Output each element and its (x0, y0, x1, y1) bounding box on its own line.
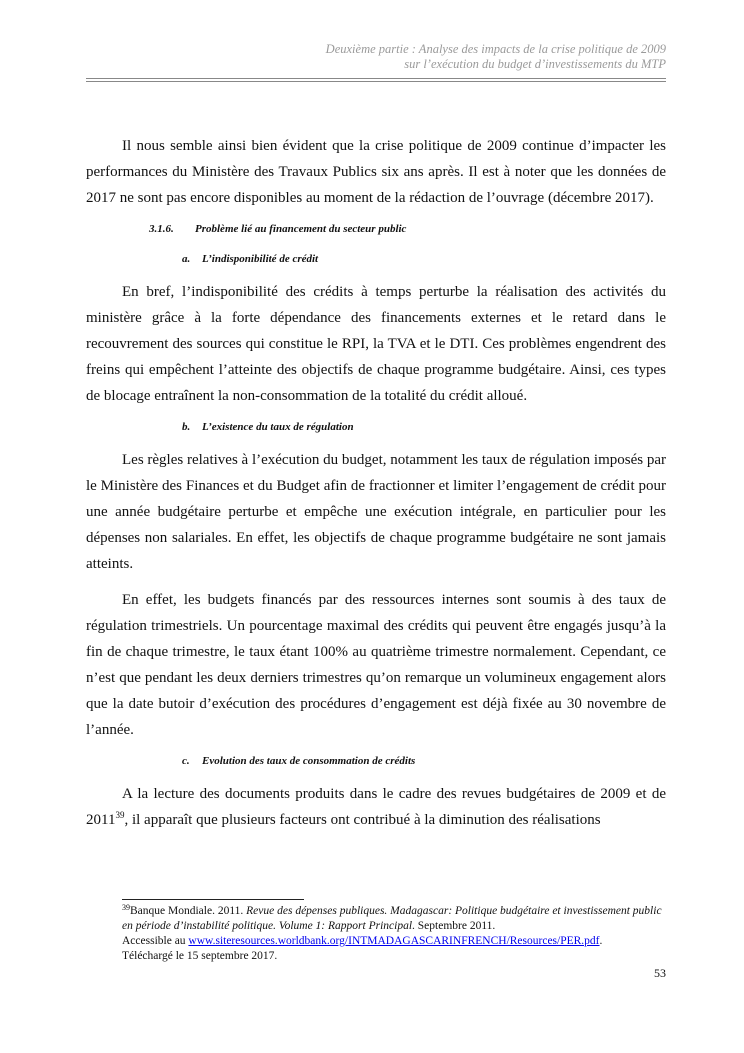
section-heading-3-1-6 (149, 221, 666, 237)
header-rule-double (86, 81, 666, 82)
subsection-heading-b (182, 419, 666, 435)
section-title: Problème lié au financement du secteur public (195, 223, 407, 235)
subsection-heading-a (182, 251, 666, 267)
subsection-letter: c. (182, 755, 190, 767)
subsection-letter: b. (182, 421, 191, 433)
subsection-heading-c (182, 753, 666, 769)
footnote-39: $^{39}$Banque Mondiale. 2011. Revue des dépenses publiques. Madagascar: Politique budgétaire et investissement public en période d’instabilité politique. Volume 1: Rapport Principal. Septembre 2011. Accessible au www.siteresources.worldbank.org/INTMADAGASCARINFRENCH/Resources/PER.pdf. Téléchargé le 15 septembre 2017. (122, 903, 662, 962)
footnote-date: . Septembre 2011. (412, 920, 496, 932)
subsection-letter: a. (182, 253, 191, 265)
paragraph-regulation-rules: Les règles relatives à l’exécution du budget, notamment les taux de régulation imposés par le Ministère des Finances et du Budget afin de fractionner et limiter l’engagement de crédit pour une année budgétaire perturbe et empêche une exécution intégrale, en particulier pour les dépenses non salariales. En effet, les objectifs de chaque programme budgétaire ne sont jamais atteints. (86, 452, 666, 572)
footnote-reference[interactable]: 39 (115, 810, 125, 820)
running-header-line-2: sur l’exécution du budget d’investissements du MTP (404, 57, 666, 71)
paragraph-text-continued: , il apparaît que plusieurs facteurs ont contribué à la diminution des réalisations (124, 812, 601, 828)
subsection-title: L’indisponibilité de crédit (202, 253, 319, 265)
paragraph-budget-reviews (86, 781, 666, 833)
running-header-line-1: Deuxième partie : Analyse des impacts de la crise politique de 2009 (325, 42, 666, 56)
section-number: 3.1.6. (149, 223, 174, 235)
running-header (106, 42, 666, 72)
footnote-title: Revue des dépenses publiques. Madagascar: Politique budgétaire et investissement public en période d’instabilité politique. Volume 1: Rapport Principal (122, 905, 662, 932)
subsection-title: Evolution des taux de consommation de crédits (202, 755, 416, 767)
footnote-separator (122, 899, 304, 900)
footnote-accessible-label: Accessible au (122, 935, 189, 947)
paragraph-quarterly-regulation: En effet, les budgets financés par des ressources internes sont soumis à des taux de régulation trimestriels. Un pourcentage maximal des crédits qui peuvent être engagés jusqu’à la fin de chaque trimestre, le taux étant 100% au quatrième trimestre normalement. Cependant, ce n’est que pendant les deux derniers trimestres qu’on remarque un volumineux engagement alors que la date butoir d’exécution des procédures d’engagement est déjà fixée au 30 novembre de l’année. (86, 592, 666, 738)
footnote-downloaded: Téléchargé le 15 septembre 2017. (122, 950, 278, 962)
paragraph-text: A la lecture des documents produits dans le cadre des revues budgétaires de 2009 et de 2011 (86, 786, 666, 828)
paragraph-credit-availability: En bref, l’indisponibilité des crédits à temps perturbe la réalisation des activités du ministère grâce à la forte dépendance des financements externes et le retard dans le recouvrement des sources qui constitue le RPI, la TVA et le DTI. Ces problèmes engendrent des freins qui empêchent l’atteinte des objectifs de chaque programme budgétaire. Ainsi, ces types de blocage entraînent la non-consommation de la totalité du crédit alloué. (86, 284, 666, 404)
footnote-source: Banque Mondiale. 2011. (130, 905, 247, 917)
header-rule (86, 78, 666, 79)
page-number: 53 (654, 966, 666, 980)
subsection-title: L’existence du taux de régulation (202, 421, 354, 433)
document-body (86, 133, 666, 843)
footnote-number: 39 (122, 903, 130, 912)
footnote-url-link[interactable]: www.siteresources.worldbank.org/INTMADAGASCARINFRENCH/Resources/PER.pdf (188, 935, 600, 947)
paragraph-intro: Il nous semble ainsi bien évident que la crise politique de 2009 continue d’impacter les performances du Ministère des Travaux Publics six ans après. Il est à noter que les données de 2017 ne sont pas encore disponibles au moment de la rédaction de l’ouvrage (décembre 2017). (86, 138, 666, 206)
